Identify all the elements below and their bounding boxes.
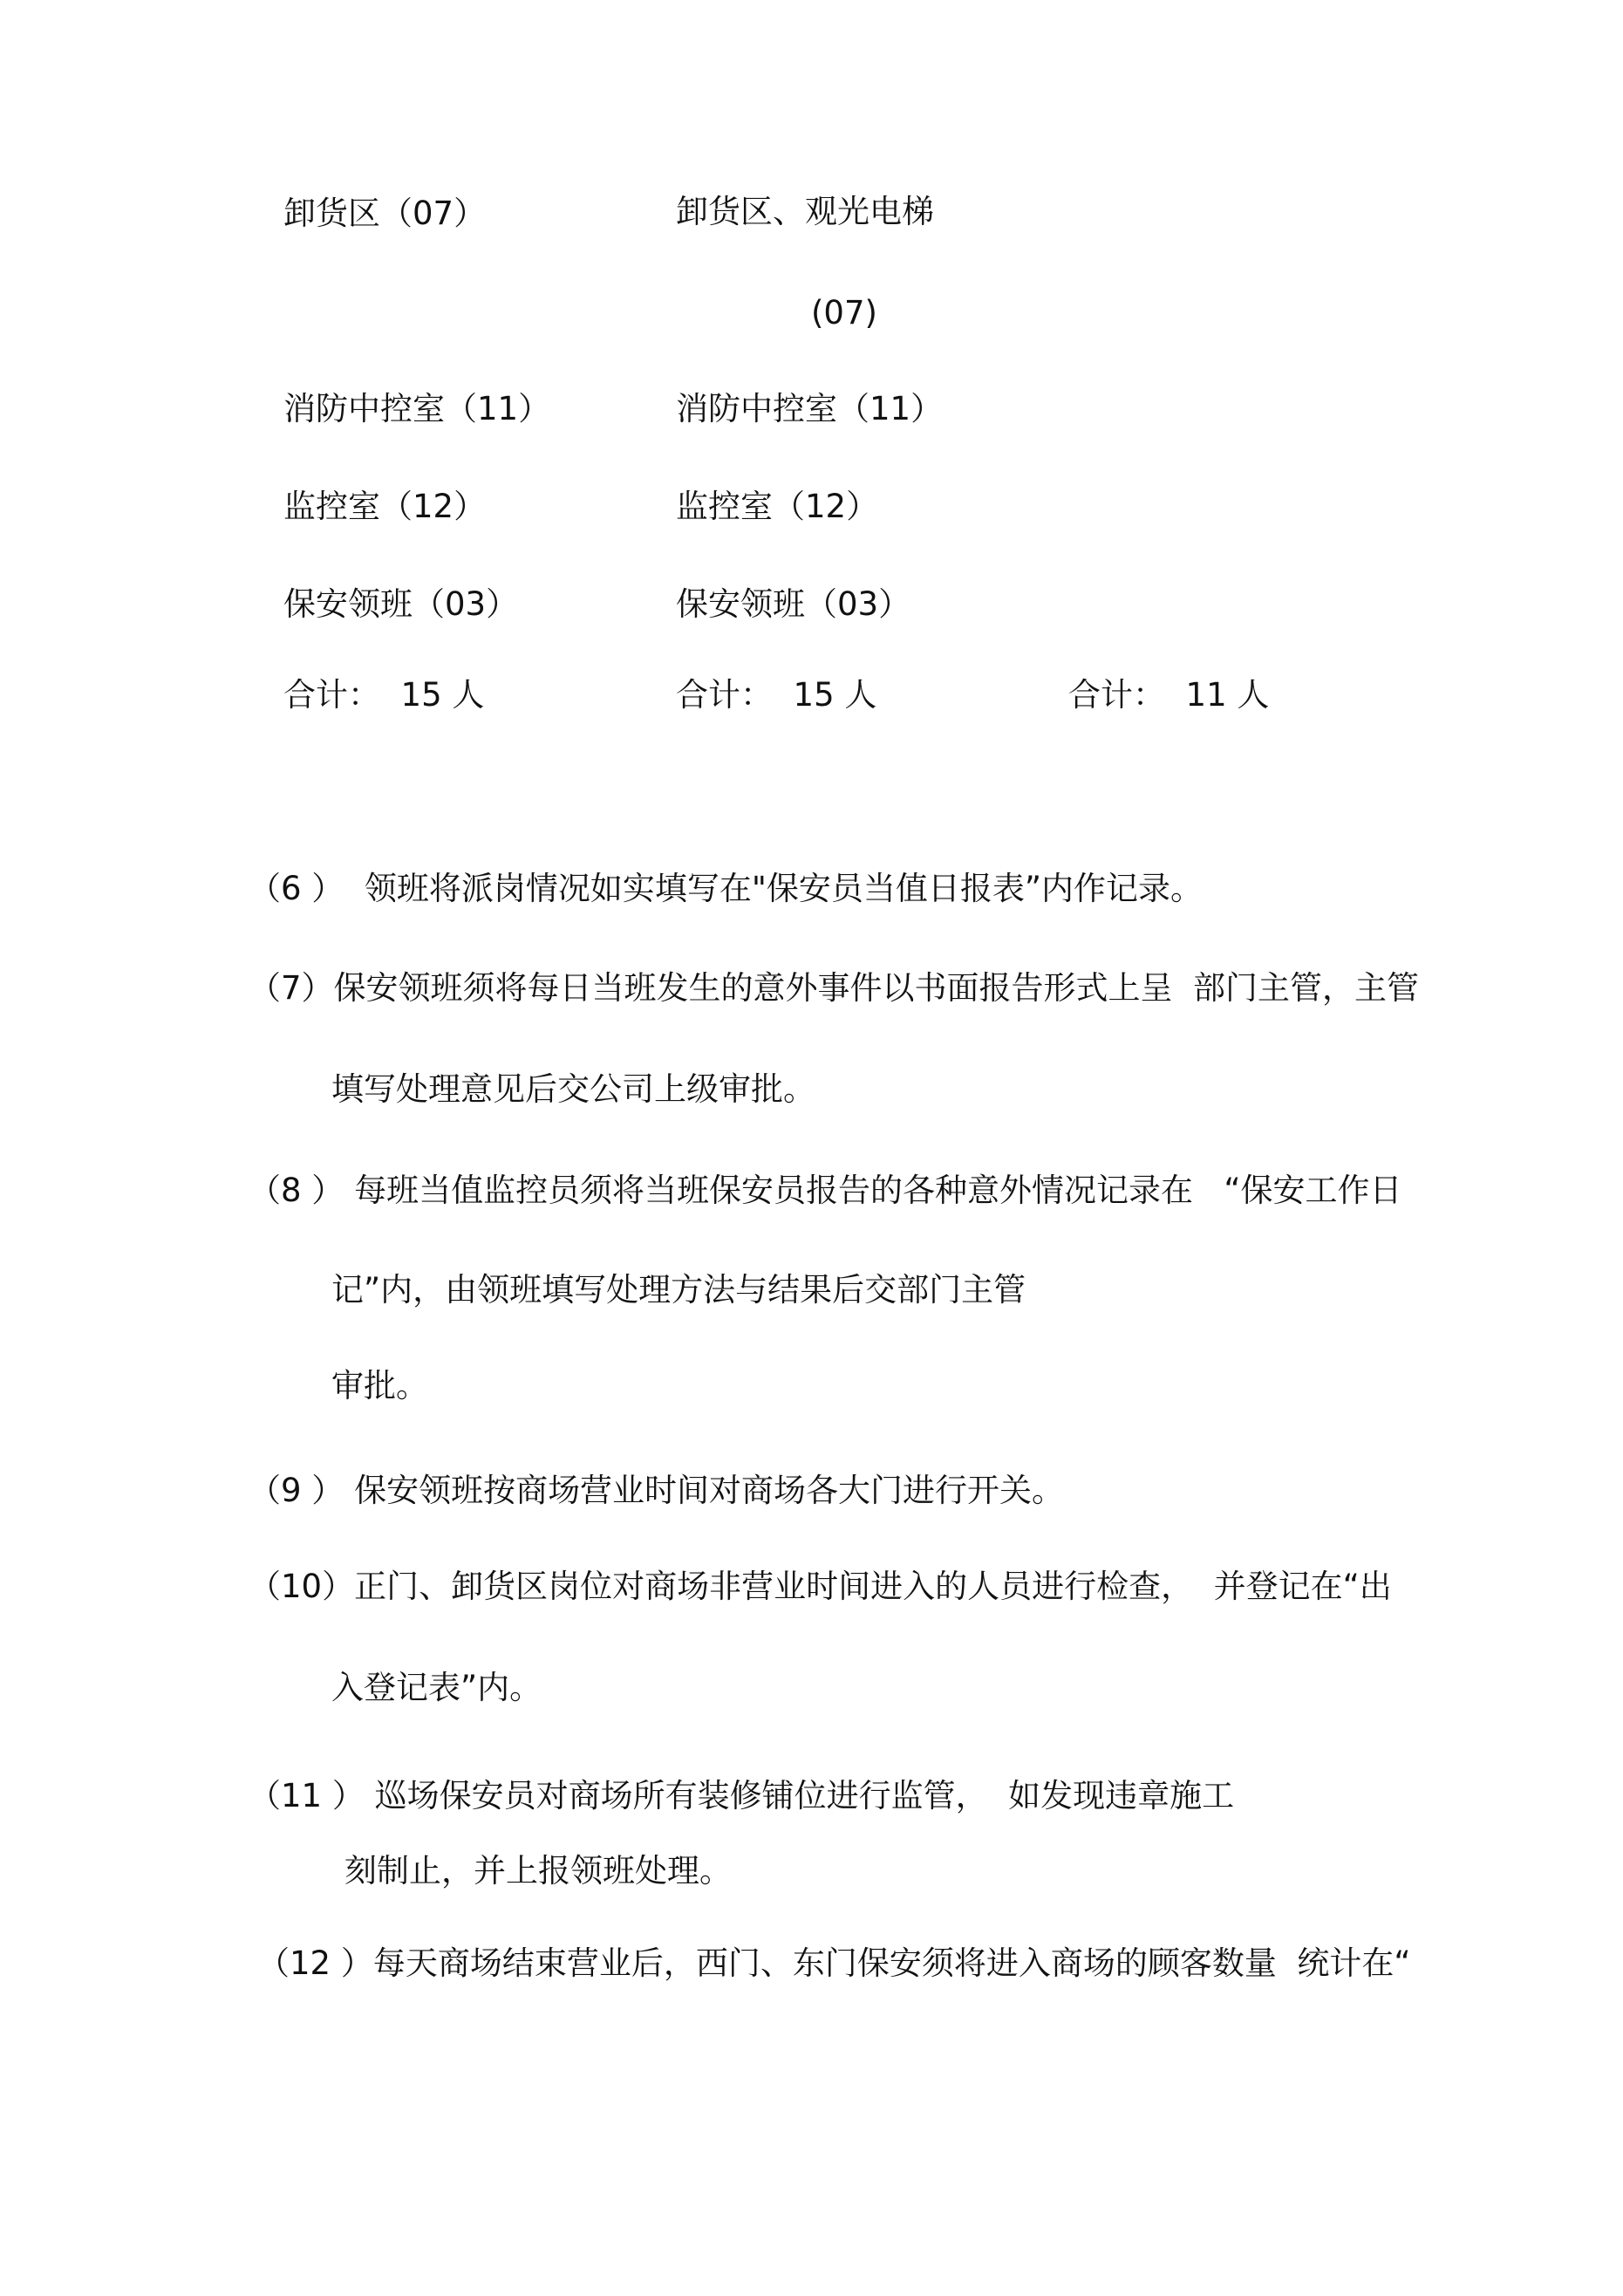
- list-item-10-cont: 入登记表”内。: [331, 1669, 542, 1706]
- list-item-12: （12 ）每天商场结束营业后，西门、东门保安须将进入商场的顾客数量 统计在“: [257, 1944, 1411, 1982]
- list-item-8: （8 ） 每班当值监控员须将当班保安员报告的各种意外情况记录在 “保安工作日: [249, 1172, 1402, 1209]
- list-item-6: （6 ） 领班将派岗情况如实填写在"保安员当值日报表”内作记录。: [249, 870, 1204, 907]
- table-cell-area: 保安领班（03）: [283, 585, 519, 623]
- list-item-7: （7）保安领班须将每日当班发生的意外事件以书面报告形式上呈 部门主管，主管: [249, 969, 1420, 1007]
- list-item-9: （9 ） 保安领班按商场营业时间对商场各大门进行开关。: [249, 1472, 1065, 1509]
- table-cell-post: 卸货区、观光电梯: [676, 193, 934, 230]
- total-count: 合计： 15 人: [676, 676, 877, 714]
- list-item-7-cont: 填写处理意见后交公司上级审批。: [331, 1070, 815, 1108]
- table-cell-area: 卸货区（07）: [283, 195, 487, 232]
- table-cell-area: 消防中控室（11）: [283, 390, 551, 427]
- list-item-10: （10）正门、卸货区岗位对商场非营业时间进入的人员进行检查， 并登记在“出: [249, 1568, 1392, 1605]
- table-cell-post-cont: (07): [811, 294, 877, 331]
- list-item-8-cont: 审批。: [331, 1367, 428, 1404]
- table-cell-post: 保安领班（03）: [676, 585, 911, 623]
- total-count: 合计： 15 人: [283, 676, 485, 714]
- list-item-11-cont: 刻制止，并上报领班处理。: [344, 1852, 732, 1889]
- list-item-11: （11 ） 巡场保安员对商场所有装修铺位进行监管， 如发现违章施工: [249, 1777, 1235, 1814]
- list-item-8-cont: 记”内，由领班填写处理方法与结果后交部门主管: [331, 1271, 1026, 1309]
- table-cell-area: 监控室（12）: [283, 488, 487, 525]
- total-count: 合计： 11 人: [1068, 676, 1270, 714]
- table-cell-post: 监控室（12）: [676, 488, 879, 525]
- table-cell-post: 消防中控室（11）: [676, 390, 944, 427]
